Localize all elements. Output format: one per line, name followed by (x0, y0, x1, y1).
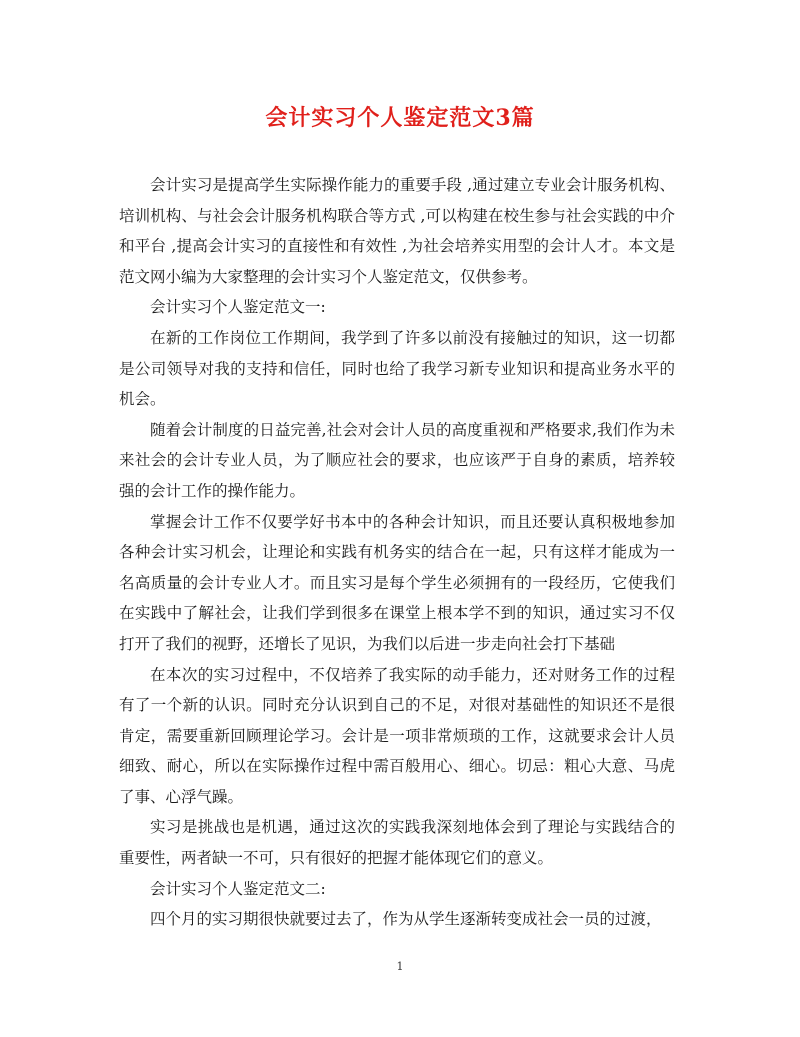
body-paragraph: 在本次的实习过程中，不仅培养了我实际的动手能力，还对财务工作的过程有了一个新的认识。同时充分认识到自己的不足，对很对基础性的知识还不是很肯定，需要重新回顾理论学习。会计是一项非常烦琐的工作，这就要求会计人员细致、耐心，所以在实际操作过程中需百般用心、细心。切忌：粗心大意、马虎了事、心浮气躁。 (119, 665, 675, 806)
intro-paragraph: 会计实习是提高学生实际操作能力的重要手段 ,通过建立专业会计服务机构、培训机构、与社会会计服务机构联合等方式 ,可以构建在校生参与社会实践的中介和平台 ,提高会计实习的直接性和有效性 ,为社会培养实用型的会计人才。本文是范文网小编为大家整理的会计实习个人鉴定范文，仅供参考。 (119, 176, 675, 286)
body-paragraph: 掌握会计工作不仅要学好书本中的各种会计知识，而且还要认真积极地参加各种会计实习机会，让理论和实践有机务实的结合在一起，只有这样才能成为一名高质量的会计专业人才。而且实习是每个学生必须拥有的一段经历，它使我们在实践中了解社会，让我们学到很多在课堂上根本学不到的知识，通过实习不仅打开了我们的视野，还增长了见识，为我们以后进一步走向社会打下基础 (119, 512, 675, 653)
page-number: 1 (396, 960, 404, 973)
body-paragraph: 随着会计制度的日益完善,社会对会计人员的高度重视和严格要求,我们作为未来社会的会计专业人员，为了顺应社会的要求，也应该严于自身的素质，培养较强的会计工作的操作能力。 (119, 420, 675, 500)
document-body (119, 170, 675, 935)
section-heading-two: 会计实习个人鉴定范文二: (150, 879, 326, 898)
section-heading-one: 会计实习个人鉴定范文一: (150, 298, 326, 317)
body-paragraph: 实习是挑战也是机遇，通过这次的实践我深刻地体会到了理论与实践结合的重要性，两者缺一不可，只有很好的把握才能体现它们的意义。 (119, 818, 675, 868)
body-paragraph: 四个月的实习期很快就要过去了，作为从学生逐渐转变成社会一员的过渡， (150, 910, 662, 929)
document-title: 会计实习个人鉴定范文3篇 (265, 105, 535, 131)
body-paragraph: 在新的工作岗位工作期间，我学到了许多以前没有接触过的知识，这一切都是公司领导对我的支持和信任，同时也给了我学习新专业知识和提高业务水平的机会。 (119, 328, 675, 409)
